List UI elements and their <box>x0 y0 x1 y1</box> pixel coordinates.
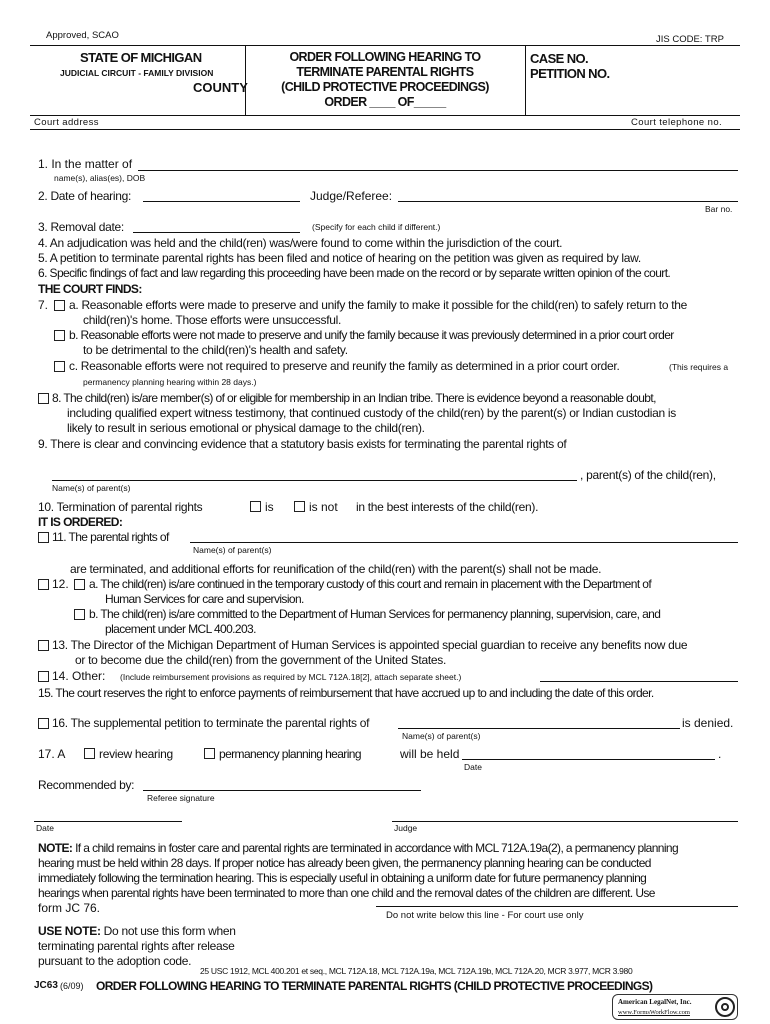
item-12a-line1: a. The child(ren) is/are continued in the temporary custody of this court and remain in placement with the Department of <box>89 577 652 591</box>
header-divider-right <box>525 45 526 115</box>
hearing-date-field[interactable] <box>143 201 300 202</box>
state-label: STATE OF MICHIGAN <box>80 50 202 65</box>
item-11-tail: are terminated, and additional efforts for reunification of the child(ren) with the parent(s) shall not be made. <box>70 562 602 576</box>
court-address-label: Court address <box>34 117 99 128</box>
item-7b-checkbox[interactable] <box>54 330 65 341</box>
hearing-date-future-field[interactable] <box>462 759 715 760</box>
jis-code: JIS CODE: TRP <box>656 34 724 45</box>
item-7c-line1: c. Reasonable efforts were not required to preserve and reunify the family as determined in a prior court order. <box>69 359 620 373</box>
publisher-logo-inner <box>721 1003 729 1011</box>
matter-of-field[interactable] <box>138 170 738 171</box>
use-note-label: USE NOTE: <box>38 924 101 938</box>
signature-date-field[interactable] <box>34 821 182 822</box>
item-8-line3: likely to result in serious emotional or physical damage to the child(ren). <box>67 421 425 435</box>
petition-no-label: PETITION NO. <box>530 66 610 81</box>
item-12-number: 12. <box>52 577 69 591</box>
item-12b-line1: b. The child(ren) is/are committed to the Department of Human Services for permanency planning, supervision, care, and <box>89 607 661 621</box>
publisher-name: American LegalNet, Inc. <box>618 998 692 1006</box>
court-phone-label: Court telephone no. <box>631 117 723 128</box>
item-14-checkbox[interactable] <box>38 671 49 682</box>
approval-note: Approved, SCAO <box>46 30 119 41</box>
item-3-text: 3. Removal date: <box>38 220 124 234</box>
item-16-sublabel: Name(s) of parent(s) <box>402 731 481 741</box>
header-bottom-rule <box>30 115 740 116</box>
held-label: will be held <box>400 747 460 761</box>
court-use-rule <box>376 906 738 907</box>
item-11-text: 11. The parental rights of <box>52 530 169 544</box>
signature-date-label: Date <box>36 823 54 833</box>
item-7b-line2: to be detrimental to the child(ren)'s health and safety. <box>83 343 348 357</box>
form-title-line4: ORDER ____ OF_____ <box>324 95 446 109</box>
publisher-logo-icon <box>715 997 735 1017</box>
form-title-line3: (CHILD PROTECTIVE PROCEEDINGS) <box>281 80 489 94</box>
item-7c-note2: permanency planning hearing within 28 days.) <box>83 377 257 387</box>
item-11-sublabel: Name(s) of parent(s) <box>193 545 272 555</box>
item-11-parents-field[interactable] <box>190 542 738 543</box>
item-3-note: (Specify for each child if different.) <box>312 222 441 232</box>
note-line5: form JC 76. <box>38 901 101 915</box>
use-note-text-1: Do not use this form when <box>100 924 236 938</box>
county-label: COUNTY <box>193 80 248 95</box>
judge-signature-label: Judge <box>394 823 418 833</box>
item-9-sublabel: Name(s) of parent(s) <box>52 483 131 493</box>
item-7a-line2: child(ren)'s home. Those efforts were unsuccessful. <box>83 313 342 327</box>
item-13-line1: 13. The Director of the Michigan Department of Human Services is appointed special guardian to receive any benefits now due <box>52 638 688 652</box>
circuit-label: JUDICIAL CIRCUIT - FAMILY DIVISION <box>60 68 214 78</box>
item-7c-checkbox[interactable] <box>54 361 65 372</box>
item-16-parents-field[interactable] <box>398 728 680 729</box>
item-1-text: 1. In the matter of <box>38 157 133 171</box>
note-line4: hearings when parental rights have been terminated to more than one child and the removal dates of the children are different. Use <box>38 886 655 900</box>
judge-signature-field[interactable] <box>392 821 738 822</box>
use-note-line1 <box>38 924 236 939</box>
item-12-checkbox[interactable] <box>38 579 49 590</box>
item-12a-checkbox[interactable] <box>74 579 85 590</box>
form-title-line2: TERMINATE PARENTAL RIGHTS <box>296 65 474 79</box>
item-8-line1: 8. The child(ren) is/are member(s) of or eligible for membership in an Indian tribe. There is evidence beyond a reasonable doubt, <box>52 391 656 405</box>
is-not-checkbox[interactable] <box>294 501 305 512</box>
item-12b-line2: placement under MCL 400.203. <box>105 622 256 636</box>
note-line2: hearing must be held within 28 days. If proper notice has already been given, the permanency planning hearing can be conducted <box>38 856 651 870</box>
removal-date-field[interactable] <box>133 232 300 233</box>
item-12a-line2: Human Services for care and supervision. <box>105 592 304 606</box>
permanency-hearing-checkbox[interactable] <box>204 748 215 759</box>
item-14-note: (Include reimbursement provisions as required by MCL 712A.18[2], attach separate sheet.) <box>120 672 462 682</box>
note-text-1: If a child remains in foster care and parental rights are terminated in accordance with MCL 712A.19a(2), a permanency planning <box>75 841 679 855</box>
item-5-text: 5. A petition to terminate parental rights has been filed and notice of hearing on the petition was given as required by law. <box>38 251 641 265</box>
footer-form-title: ORDER FOLLOWING HEARING TO TERMINATE PARENTAL RIGHTS (CHILD PROTECTIVE PROCEEDINGS) <box>96 979 653 993</box>
is-checkbox[interactable] <box>250 501 261 512</box>
item-14-other-field[interactable] <box>540 681 738 682</box>
item-12b-checkbox[interactable] <box>74 609 85 620</box>
item-1-sublabel: name(s), alias(es), DOB <box>54 173 146 183</box>
item-15-text: 15. The court reserves the right to enforce payments of reimbursement that have accrued up to and including the date of this order. <box>38 686 654 700</box>
form-title-line1: ORDER FOLLOWING HEARING TO <box>289 50 481 64</box>
statute-references: 25 USC 1912, MCL 400.201 et seq., MCL 712A.18, MCL 712A.19a, MCL 712A.19b, MCL 712A.20, MCR 3.977, MCR 3.980 <box>200 966 633 976</box>
case-no-label: CASE NO. <box>530 51 589 66</box>
held-date-sublabel: Date <box>464 762 482 772</box>
item-9-parents-field[interactable] <box>52 480 577 481</box>
item-7a-line1: a. Reasonable efforts were made to preserve and unify the family to make it possible for the child(ren) to safely return to the <box>69 298 688 312</box>
judge-label: Judge/Referee: <box>310 189 393 203</box>
item-16-tail: is denied. <box>682 716 734 730</box>
item-10-tail: in the best interests of the child(ren). <box>356 500 539 514</box>
note-line3: immediately following the termination hearing. This is especially useful in obtaining a uniform date for future permanency planning <box>38 871 647 885</box>
item-7b-line1: b. Reasonable efforts were not made to preserve and unify the family because it was previously determined in a prior court order <box>69 328 674 342</box>
form-id: JC63 <box>34 980 58 991</box>
is-label: is <box>265 500 274 514</box>
item-13-checkbox[interactable] <box>38 640 49 651</box>
referee-signature-field[interactable] <box>143 790 421 791</box>
item-8-line2: including qualified expert witness testimony, that continued custody of the child(ren) by the parent(s) or Indian custodian is <box>67 406 677 420</box>
recommended-label: Recommended by: <box>38 778 135 792</box>
header-top-rule <box>30 45 740 46</box>
form-title-block <box>246 50 524 110</box>
review-hearing-label: review hearing <box>99 747 173 761</box>
item-16-checkbox[interactable] <box>38 718 49 729</box>
item-17-text: 17. A <box>38 747 66 761</box>
item-7a-checkbox[interactable] <box>54 300 65 311</box>
permanency-hearing-label: permanency planning hearing <box>219 747 361 761</box>
item-9-text: 9. There is clear and convincing evidence that a statutory basis exists for terminating the parental rights of <box>38 437 567 451</box>
use-note-line3: pursuant to the adoption code. <box>38 954 192 968</box>
item-13-line2: or to become due the child(ren) from the government of the United States. <box>75 653 446 667</box>
publisher-url[interactable]: www.FormsWorkFlow.com <box>618 1009 690 1016</box>
item-8-checkbox[interactable] <box>38 393 49 404</box>
item-6-text: 6. Specific findings of fact and law regarding this proceeding have been made on the record or by separate written opinion of the court. <box>38 266 671 280</box>
publisher-badge <box>612 994 738 1020</box>
referee-signature-label: Referee signature <box>147 793 215 803</box>
item-16-text: 16. The supplemental petition to terminate the parental rights of <box>52 716 370 730</box>
court-finds-heading: THE COURT FINDS: <box>38 282 142 296</box>
review-hearing-checkbox[interactable] <box>84 748 95 759</box>
period: . <box>718 747 722 761</box>
item-4-text: 4. An adjudication was held and the child(ren) was/were found to come within the jurisdiction of the court. <box>38 236 563 250</box>
is-not-label: is not <box>309 500 338 514</box>
note-line1 <box>38 841 678 856</box>
item-14-text: 14. Other: <box>52 669 106 683</box>
item-2-text: 2. Date of hearing: <box>38 189 132 203</box>
judge-field[interactable] <box>398 201 738 202</box>
it-is-ordered-heading: IT IS ORDERED: <box>38 515 123 529</box>
note-label: NOTE: <box>38 841 73 855</box>
court-use-label: Do not write below this line - For court use only <box>386 910 584 921</box>
item-7c-note1: (This requires a <box>669 362 729 372</box>
item-7-number: 7. <box>38 298 49 312</box>
item-11-checkbox[interactable] <box>38 532 49 543</box>
item-10-text: 10. Termination of parental rights <box>38 500 203 514</box>
use-note-line2: terminating parental rights after release <box>38 939 235 953</box>
address-rule <box>30 129 740 130</box>
item-9-tail: , parent(s) of the child(ren), <box>580 468 716 482</box>
form-date: (6/09) <box>60 981 84 991</box>
bar-no-label: Bar no. <box>705 204 733 214</box>
